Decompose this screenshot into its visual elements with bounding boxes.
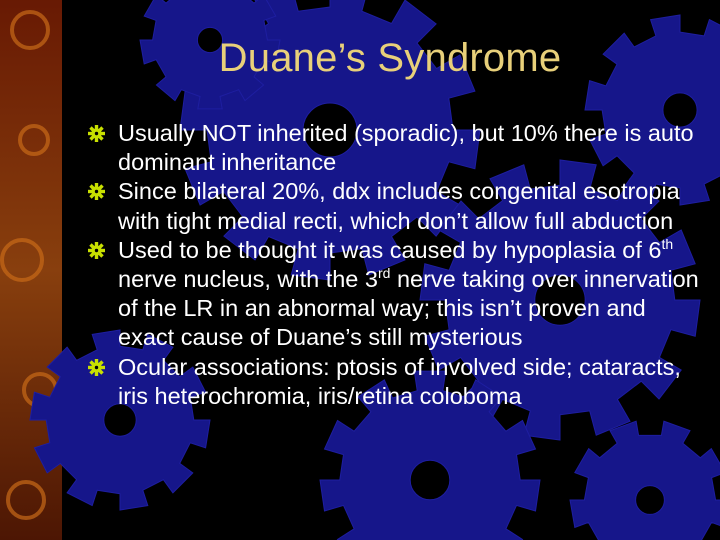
background-gear: [570, 421, 720, 540]
superscript: th: [661, 235, 674, 252]
bullet-item: [88, 119, 708, 177]
bullet-text: Used to be thought it was caused by hypoplasia of 6: [118, 236, 662, 263]
gear-bullet-icon: [88, 125, 105, 142]
bullet-text: Usually NOT inherited (sporadic), but 10% there is auto dominant inheritance: [118, 120, 694, 176]
bullet-text: nerve nucleus, with the 3: [118, 266, 378, 293]
bullet-list: [88, 119, 708, 411]
bullet-text: Ocular associations: ptosis of involved side; cataracts, iris heterochromia, iris/retina coloboma: [118, 353, 681, 409]
superscript: rd: [377, 265, 391, 282]
gear-hole: [410, 460, 450, 500]
bullet-item: [88, 353, 708, 411]
bullet-item: [88, 177, 708, 235]
gear-bullet-icon: [88, 183, 105, 200]
bullet-text: nerve taking over innervation of the LR in an abnormal way; this isn’t proven and exact cause of Duane’s still mysterious: [118, 266, 699, 351]
bullet-item: [88, 236, 708, 353]
gear-bullet-icon: [88, 242, 105, 259]
bullet-text: Since bilateral 20%, ddx includes congenital esotropia with tight medial recti, which don’t allow full abduction: [118, 178, 680, 234]
slide-title: Duane’s Syndrome: [218, 36, 562, 80]
gear-hole: [636, 486, 665, 515]
gear-bullet-icon: [88, 359, 105, 376]
